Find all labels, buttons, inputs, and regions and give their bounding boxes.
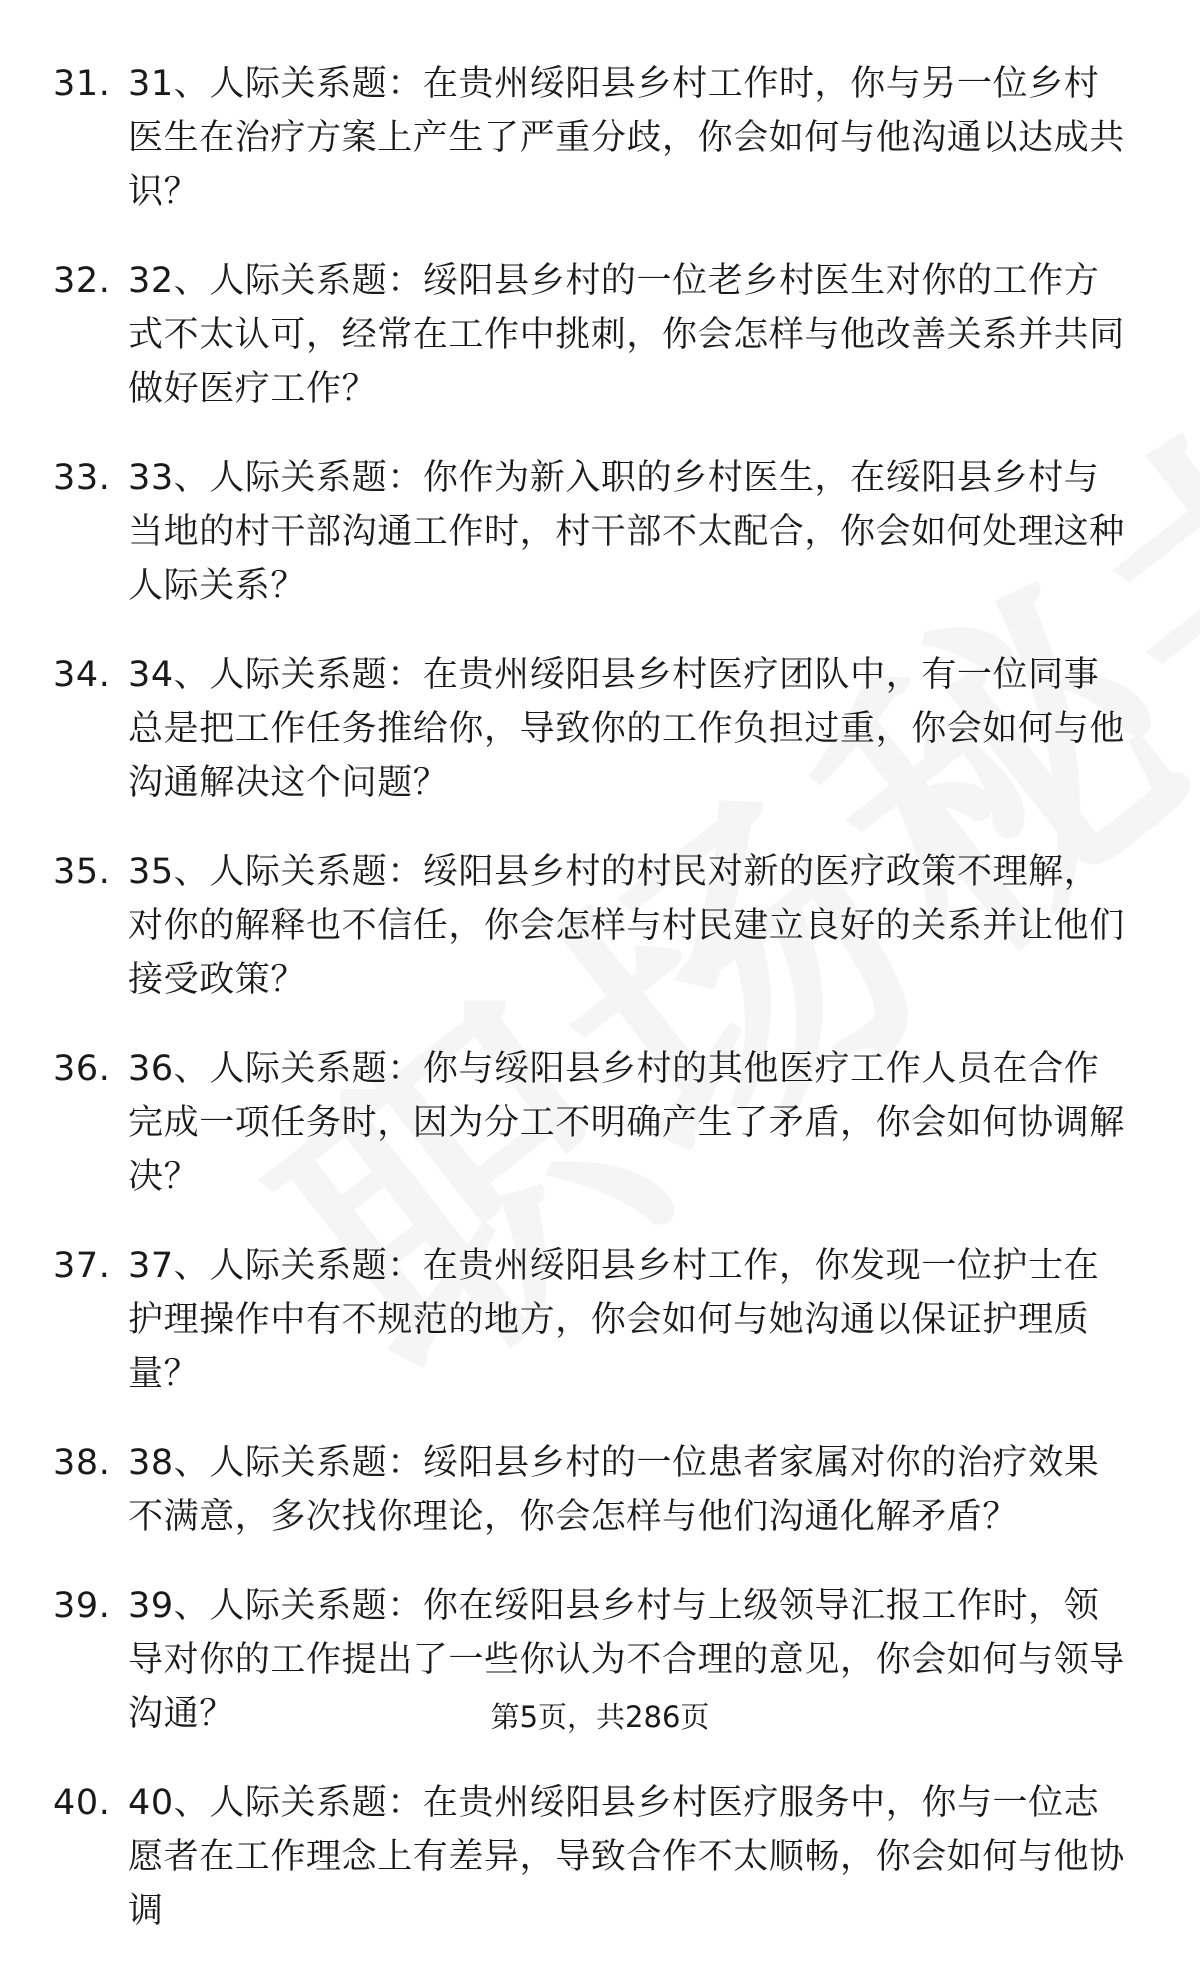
question-number: 39. (53, 1586, 111, 1626)
question-text: 39、人际关系题：你在绥阳县乡村与上级领导汇报工作时，领导对你的工作提出了一些你认为不合理的意见，你会如何与领导沟通？ (128, 1586, 1125, 1734)
question-number: 37. (53, 1246, 111, 1286)
question-item (0, 1436, 1200, 1544)
question-item (0, 1042, 1200, 1204)
question-text: 38、人际关系题：绥阳县乡村的一位患者家属对你的治疗效果不满意，多次找你理论，你会怎样与他们沟通化解矛盾？ (128, 1443, 1100, 1537)
question-number: 31. (53, 64, 111, 104)
question-text: 37、人际关系题：在贵州绥阳县乡村工作，你发现一位护士在护理操作中有不规范的地方，你会如何与她沟通以保证护理质量？ (128, 1246, 1100, 1394)
question-list (0, 57, 1200, 1973)
question-text: 36、人际关系题：你与绥阳县乡村的其他医疗工作人员在合作完成一项任务时，因为分工不明确产生了矛盾，你会如何协调解决？ (128, 1049, 1125, 1197)
question-number: 36. (53, 1049, 111, 1089)
question-text: 35、人际关系题：绥阳县乡村的村民对新的医疗政策不理解，对你的解释也不信任，你会怎样与村民建立良好的关系并让他们接受政策？ (128, 852, 1125, 1000)
question-item (0, 254, 1200, 416)
question-number: 40. (53, 1783, 111, 1823)
question-item (0, 648, 1200, 810)
question-item (0, 451, 1200, 613)
question-item (0, 1776, 1200, 1938)
question-number: 33. (53, 458, 111, 498)
question-text: 40、人际关系题：在贵州绥阳县乡村医疗服务中，你与一位志愿者在工作理念上有差异，导致合作不太顺畅，你会如何与他协调 (128, 1783, 1125, 1931)
question-item (0, 1239, 1200, 1401)
question-item (0, 845, 1200, 1007)
question-number: 35. (53, 852, 111, 892)
question-text: 31、人际关系题：在贵州绥阳县乡村工作时，你与另一位乡村医生在治疗方案上产生了严重分歧，你会如何与他沟通以达成共识？ (128, 64, 1125, 212)
question-item (0, 57, 1200, 219)
page-footer: 第5页，共286页 (490, 1700, 710, 1734)
question-number: 32. (53, 261, 111, 301)
question-number: 38. (53, 1443, 111, 1483)
question-number: 34. (53, 655, 111, 695)
question-text: 33、人际关系题：你作为新入职的乡村医生，在绥阳县乡村与当地的村干部沟通工作时，村干部不太配合，你会如何处理这种人际关系？ (128, 458, 1125, 606)
question-text: 34、人际关系题：在贵州绥阳县乡村医疗团队中，有一位同事总是把工作任务推给你，导致你的工作负担过重，你会如何与他沟通解决这个问题？ (128, 655, 1125, 803)
question-text: 32、人际关系题：绥阳县乡村的一位老乡村医生对你的工作方式不太认可，经常在工作中挑刺，你会怎样与他改善关系并共同做好医疗工作？ (128, 261, 1125, 409)
